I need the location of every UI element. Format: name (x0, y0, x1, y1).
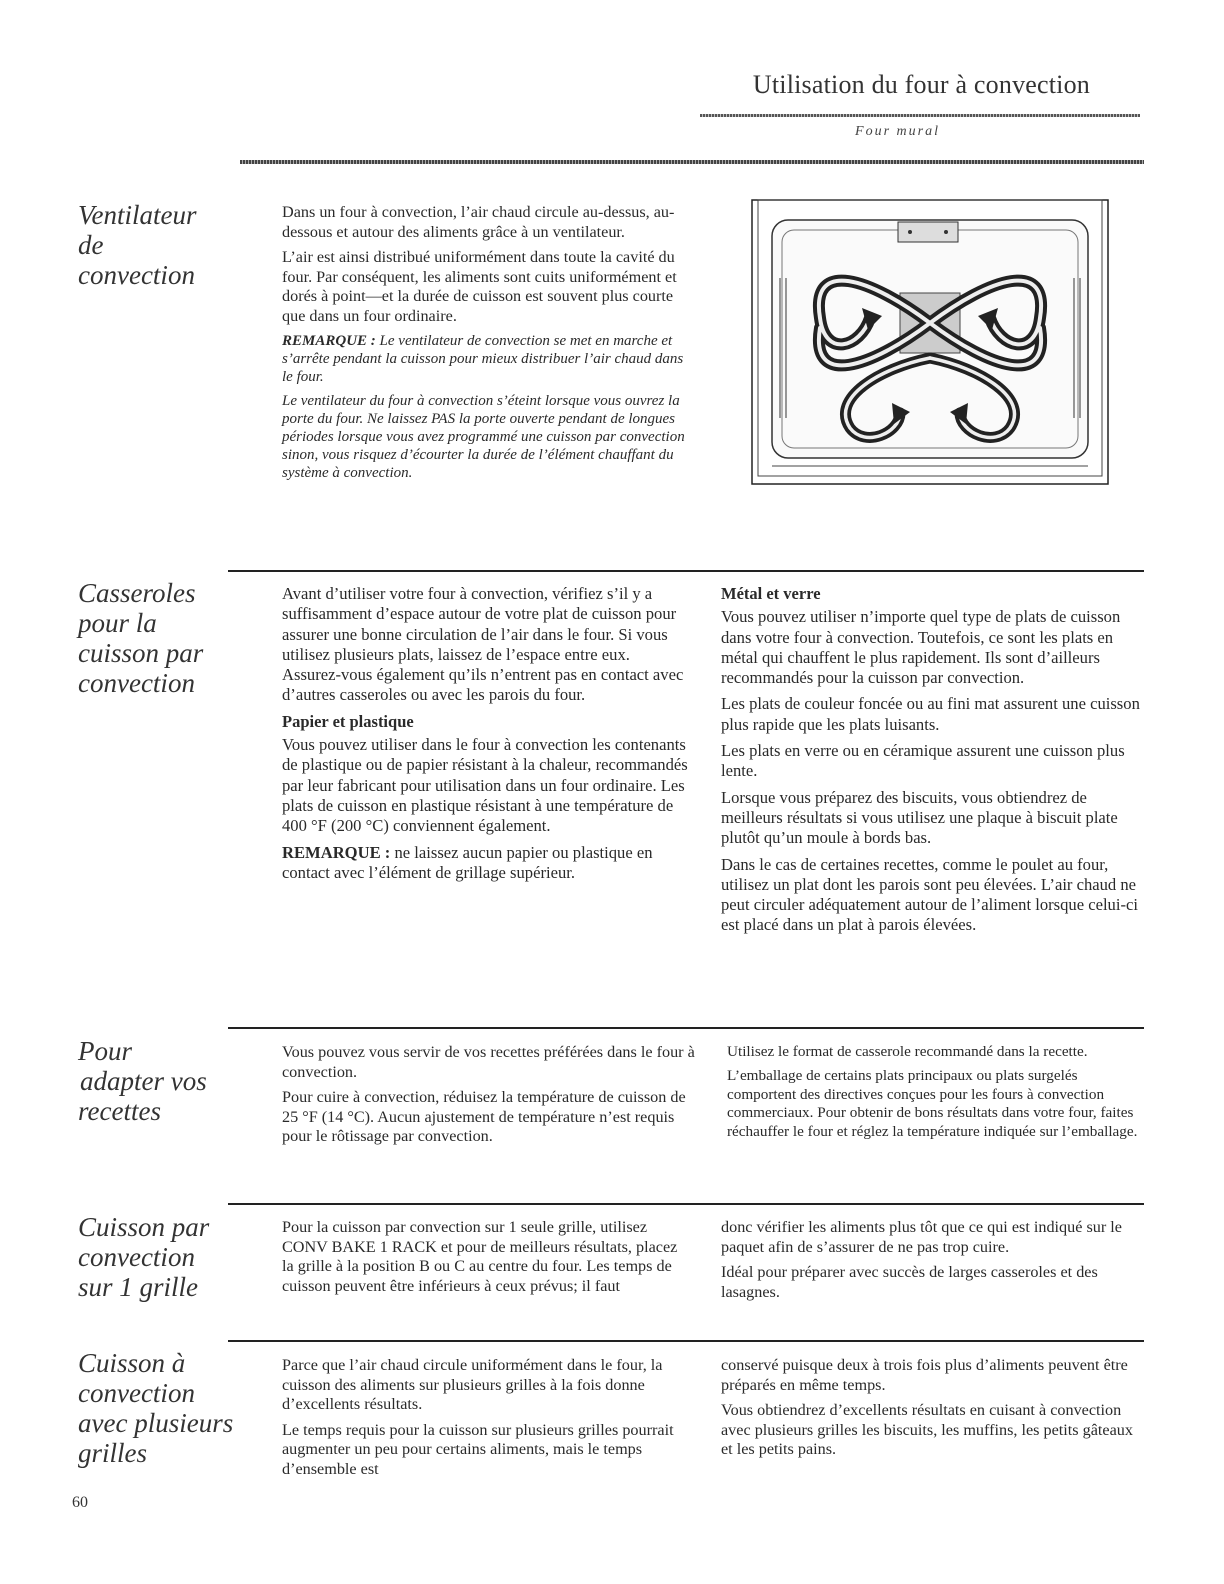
header-divider (240, 160, 1144, 164)
section-divider (228, 1340, 1144, 1342)
paragraph: Pour cuire à convection, réduisez la température de cuisson de 25 °F (14 °C). Aucun ajustement de température n’est requis pour le rôtissage par convection. (282, 1088, 686, 1145)
paragraph: Pour la cuisson par convection sur 1 seule grille, utilisez CONV BAKE 1 RACK et pour de meilleurs résultats, placez la grille à la position B ou C au centre du four. Les temps de cuisson peuvent être inférieurs à ceux prévus; il faut (282, 1218, 678, 1295)
paragraph: Les plats en verre ou en céramique assurent une cuisson plus lente. (721, 741, 1125, 781)
paragraph: conservé puisque deux à trois fois plus d’aliments peuvent être préparés en même temps. (721, 1356, 1128, 1394)
adapter-left-text (282, 1043, 702, 1153)
section-divider (228, 1203, 1144, 1205)
paragraph: Dans un four à convection, l’air chaud circule au-dessus, au-dessous et autour des aliments grâce à un ventilateur. (282, 203, 675, 241)
casseroles-left-text (282, 584, 692, 889)
remark: REMARQUE : Le ventilateur de convection se met en marche et s’arrête pendant la cuisson pour mieux distribuer l’air chaud dans le four. (282, 333, 684, 385)
remark-continued: Le ventilateur du four à convection s’éteint lorsque vous ouvrez la porte du four. Ne laissez PAS la porte ouverte pendant de longues périodes lorsque vous avez programmé une cuisson par convection sinon, vous risquez d’écourter la durée de l’élément chauffant du système à convection. (282, 393, 685, 481)
paragraph: L’air est ainsi distribué uniformément dans toute la cavité du four. Par conséquent, les aliments sont cuits uniformément et dorés à point—et la durée de cuisson est souvent plus courte que dans un four ordinaire. (282, 248, 677, 325)
paragraph: Vous pouvez vous servir de vos recettes préférées dans le four à convection. (282, 1043, 695, 1081)
section-divider (228, 1027, 1144, 1029)
page-number: 60 (72, 1494, 88, 1511)
une-grille-right-text (721, 1218, 1141, 1308)
paragraph: Les plats de couleur foncée ou au fini mat assurent une cuisson plus rapide que les plats luisants. (721, 694, 1140, 734)
section-heading-ventilateur: Ventilateur de convection (78, 200, 197, 290)
page-title: Utilisation du four à convection (752, 70, 1090, 99)
paragraph: Vous pouvez utiliser n’importe quel type de plats de cuisson dans votre four à convection. Toutefois, ce sont les plats en métal qui chauffent le plus rapidement. Ils sont d’ailleurs recommandés pour la cuisson par convection. (721, 607, 1121, 688)
paragraph: Parce que l’air chaud circule uniformément dans le four, la cuisson des aliments sur plusieurs grilles à la fois donne d’excellents résultats. (282, 1356, 663, 1413)
section-divider (228, 570, 1144, 572)
plusieurs-right-text (721, 1356, 1141, 1466)
paragraph: Dans le cas de certaines recettes, comme le poulet au four, utilisez un plat dont les parois sont peu élevées. L’air chaud ne peut circuler adéquatement autour de l’aliment lorsque celui-ci est placé dans un plat à parois élevées. (721, 854, 1138, 935)
casseroles-right-text (721, 584, 1141, 942)
section-heading-plusieurs: Cuisson à convection avec plusieurs grilles (78, 1348, 234, 1468)
paragraph: Vous obtiendrez d’excellents résultats en cuisant à convection avec plusieurs grilles les biscuits, les muffins, les petits gâteaux et les petits pains. (721, 1401, 1133, 1458)
une-grille-left-text (282, 1218, 692, 1302)
adapter-right-text (727, 1043, 1145, 1147)
ventilateur-text (282, 203, 692, 488)
paragraph: Idéal pour préparer avec succès de larges casseroles et des lasagnes. (721, 1263, 1098, 1301)
section-heading-adapter: Pour adapter vos recettes (78, 1036, 207, 1126)
subheading-metal: Métal et verre (721, 584, 821, 603)
paragraph: Le temps requis pour la cuisson sur plusieurs grilles pourrait augmenter un peu pour certains aliments, mais le temps d’ensemble est (282, 1420, 674, 1478)
paragraph: donc vérifier les aliments plus tôt que ce qui est indiqué sur le paquet afin de s’assurer de ne pas trop cuire. (721, 1218, 1122, 1256)
paragraph: Lorsque vous préparez des biscuits, vous obtiendrez de meilleurs résultats si vous utilisez une plaque à biscuit plate plutôt qu’un moule à bords bas. (721, 787, 1118, 848)
paragraph: Vous pouvez utiliser dans le four à convection les contenants de plastique ou de papier résistant à la chaleur, recommandés par leur fabricant pour utilisation dans un four ordinaire. Les plats de cuisson en plastique résistant à une température de 400 °F (200 °C) conviennent également. (282, 735, 688, 836)
plusieurs-left-text (282, 1356, 692, 1485)
convection-oven-illustration (750, 198, 1110, 486)
paragraph: Utilisez le format de casserole recommandé dans la recette. (727, 1043, 1088, 1060)
section-heading-casseroles: Casseroles pour la cuisson par convection (78, 578, 204, 698)
title-rule (700, 114, 1140, 117)
page-subtitle: Four mural (855, 124, 940, 139)
paragraph: Avant d’utiliser votre four à convection, vérifiez s’il y a suffisamment d’espace autour de votre plat de cuisson pour assurer une bonne circulation de l’air dans le four. Si vous utilisez plusieurs plats, laissez de l’espace entre eux. Assurez-vous également qu’ils n’entrent pas en contact avec d’autres casseroles ou avec les parois du four. (282, 584, 684, 705)
remark: REMARQUE : ne laissez aucun papier ou plastique en contact avec l’élément de grillage supérieur. (282, 842, 653, 882)
paragraph: L’emballage de certains plats principaux ou plats surgelés comportent des directives conçues pour les fours à convection commerciaux. Pour obtenir de bons résultats dans votre four, faites réchauffer le four et réglez la température indiquée sur l’emballage. (727, 1067, 1138, 1140)
section-heading-une-grille: Cuisson par convection sur 1 grille (78, 1212, 210, 1302)
subheading-papier: Papier et plastique (282, 711, 414, 731)
